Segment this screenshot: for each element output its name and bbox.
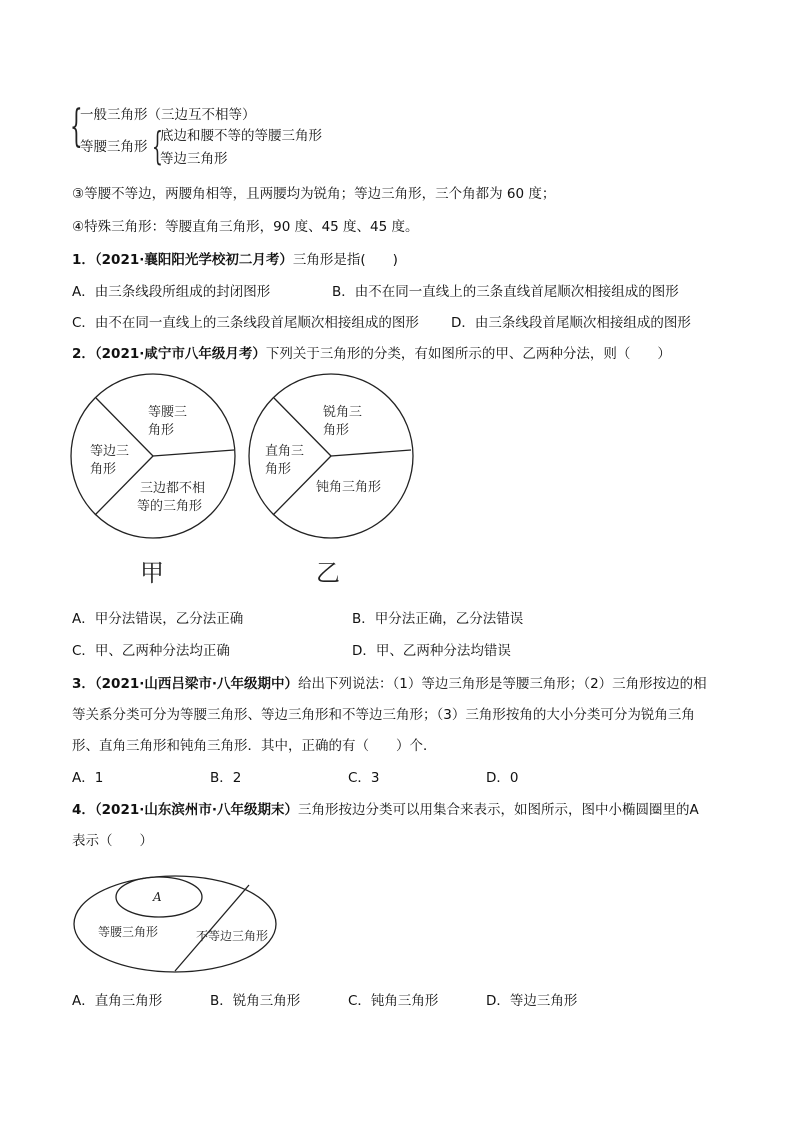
question-3-option-d[interactable]: D．0 [486, 770, 519, 786]
question-2-source: （2021·咸宁市八年级月考） [94, 346, 266, 362]
question-1-option-d[interactable]: D．由三条线段首尾顺次相接组成的图形 [451, 315, 691, 331]
outer-brace: { [70, 101, 83, 152]
question-4-figure [68, 860, 288, 980]
divider-line [175, 885, 249, 971]
question-3-option-c[interactable]: C．3 [348, 770, 380, 786]
question-2-figure [60, 360, 430, 600]
question-1-option-a[interactable]: A．由三条线段所组成的封闭图形 [72, 284, 271, 300]
note-3: ③等腰不等边，两腰角相等，且两腰均为锐角；等边三角形，三个角都为 60 度； [72, 186, 556, 202]
label-isosceles: 等腰三角形 [98, 925, 159, 939]
yi-region-acute-1: 锐角三 [323, 405, 363, 420]
jia-region-equilateral-1: 等边三 [90, 444, 130, 459]
question-3-stem-line-2: 等关系分类可分为等腰三角形、等边三角形和不等边三角形；（3）三角形按角的大小分类可分为锐角三角 [72, 707, 695, 723]
question-3-stem-line-3: 形、直角三角形和钝角三角形．其中，正确的有（ ）个． [72, 738, 437, 754]
question-4-stem-line-1 [72, 801, 699, 819]
question-4-option-a[interactable]: A．直角三角形 [72, 993, 163, 1009]
question-3-number: 3． [72, 676, 95, 692]
jia-region-scalene-1: 三边都不相 [140, 481, 206, 496]
question-1-stem [72, 251, 398, 269]
question-3-stem-line-1 [72, 675, 707, 693]
yi-region-right-1: 直角三 [265, 444, 305, 459]
yi-region-right-2: 角形 [265, 462, 292, 477]
yi-region-obtuse: 钝角三角形 [316, 480, 382, 495]
question-2-text: 下列关于三角形的分类，有如图所示的甲、乙两种分法，则（ ） [265, 346, 671, 362]
question-1-option-c[interactable]: C．由不在同一直线上的三条线段首尾顺次相接组成的图形 [72, 315, 419, 331]
inner-brace: { [152, 124, 163, 168]
question-4-option-b[interactable]: B．锐角三角形 [210, 993, 301, 1009]
question-2-option-d[interactable]: D．甲、乙两种分法均错误 [352, 643, 511, 659]
jia-region-equilateral-2: 角形 [90, 462, 117, 477]
question-4-text-1: 三角形按边分类可以用集合来表示，如图所示，图中小椭圆圈里的A [298, 802, 699, 818]
isosceles-sub-1: 底边和腰不等的等腰三角形 [160, 128, 322, 144]
isosceles-triangle-label: 等腰三角形 [80, 139, 148, 155]
question-3-text-1: 给出下列说法：（1）等边三角形是等腰三角形；（2）三角形按边的相 [298, 676, 707, 692]
label-scalene: 不等边三角形 [196, 929, 269, 943]
outer-ellipse [74, 876, 276, 972]
question-2-option-a[interactable]: A．甲分法错误，乙分法正确 [72, 611, 244, 627]
question-4-number: 4． [72, 802, 95, 818]
question-3-option-a[interactable]: A．1 [72, 770, 104, 786]
question-3-option-b[interactable]: B．2 [210, 770, 242, 786]
inner-label-a: A [153, 890, 162, 904]
question-2-number: 2． [72, 346, 95, 362]
question-1-number: 1． [72, 252, 95, 268]
question-4-source: （2021·山东滨州市·八年级期末） [94, 802, 298, 818]
pie-yi-label: 乙 [316, 559, 340, 587]
question-3-source: （2021·山西吕梁市·八年级期中） [94, 676, 298, 692]
question-4-stem-line-2: 表示（ ） [72, 833, 153, 849]
question-1-text: 三角形是指( ) [292, 252, 398, 268]
question-4-option-c[interactable]: C．钝角三角形 [348, 993, 439, 1009]
question-1-option-b[interactable]: B．由不在同一直线上的三条直线首尾顺次相接组成的图形 [332, 284, 679, 300]
question-1-source: （2021·襄阳阳光学校初二月考） [94, 252, 293, 268]
general-triangle-label: 一般三角形（三边互不相等） [80, 107, 256, 123]
question-4-option-d[interactable]: D．等边三角形 [486, 993, 578, 1009]
jia-region-isosceles-2: 角形 [148, 423, 175, 438]
pie-jia [71, 374, 235, 538]
question-2-option-c[interactable]: C．甲、乙两种分法均正确 [72, 643, 230, 659]
isosceles-sub-2: 等边三角形 [160, 151, 228, 167]
question-2-option-b[interactable]: B．甲分法正确，乙分法错误 [352, 611, 524, 627]
note-4: ④特殊三角形：等腰直角三角形，90 度、45 度、45 度。 [72, 219, 419, 235]
jia-region-isosceles-1: 等腰三 [148, 405, 188, 420]
jia-region-scalene-2: 等的三角形 [137, 499, 203, 514]
pie-jia-label: 甲 [140, 559, 164, 587]
pie-yi [249, 374, 413, 538]
yi-region-acute-2: 角形 [323, 423, 350, 438]
